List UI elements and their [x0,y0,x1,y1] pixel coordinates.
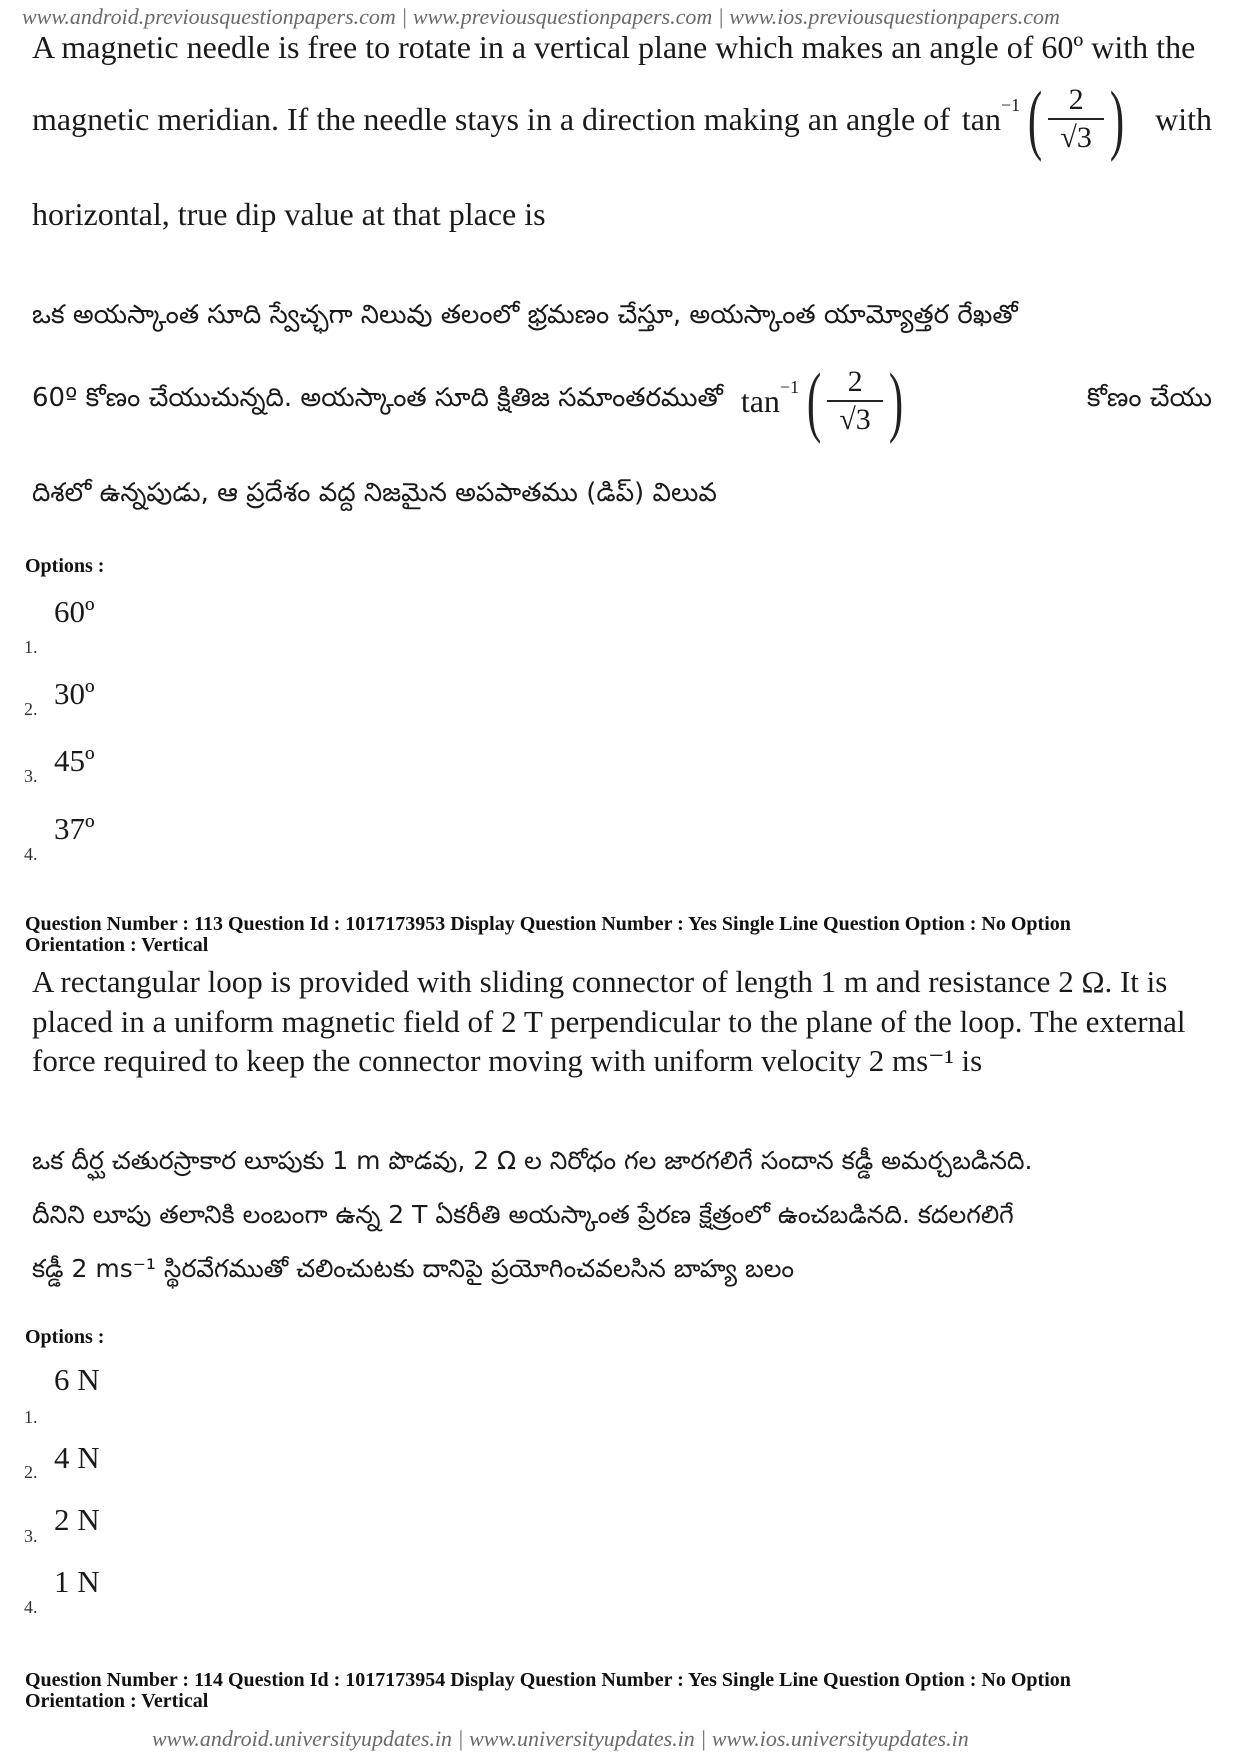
q112-english-line3: horizontal, true dip value at that place is [32,196,546,232]
q112-option-3-number: 3. [24,766,38,786]
q112-option-1-value[interactable]: 60º [54,594,95,629]
q113-option-3-value[interactable]: 2 N [54,1502,100,1537]
q113-telugu-line3: కడ్డీ 2 ms⁻¹ స్థిరవేగముతో చలించుటకు దానిపై ప్రయోగించవలసిన బాహ్య బలం [32,1254,795,1283]
q113-option-1-number: 1. [24,1407,38,1427]
q113-option-3-number: 3. [24,1526,38,1546]
q112-english-line2-text: magnetic meridian. If the needle stays in a direction making an angle of [32,101,950,137]
q113-option-2-number: 2. [24,1462,38,1482]
q114-meta-line2: Orientation : Vertical [25,1690,209,1712]
q112-option-1-number: 1. [24,637,38,657]
q112-option-4-number: 4. [24,844,38,864]
q112-english-line2-end: with [1155,101,1212,137]
q113-option-4-number: 4. [24,1597,38,1617]
left-paren: ( [1027,75,1043,162]
q113-options-label: Options : [25,1326,105,1348]
q113-option-4-value[interactable]: 1 N [54,1564,100,1599]
q113-meta-line1: Question Number : 113 Question Id : 1017173953 Display Question Number : Yes Single Line Question Option : No Option [25,913,1071,935]
q112-telugu-line2-end: కోణం చేయు [1086,383,1212,413]
header-watermark: www.android.previousquestionpapers.com | www.previousquestionpapers.com | www.ios.previousquestionpapers.com [22,4,1060,29]
q114-meta-line1: Question Number : 114 Question Id : 1017173954 Display Question Number : Yes Single Line Question Option : No Option [25,1669,1071,1691]
right-paren: ) [1109,75,1125,162]
q112-options-label: Options : [25,555,105,577]
q112-option-2-value[interactable]: 30º [54,676,95,711]
q113-english-line3: force required to keep the connector moving with uniform velocity 2 ms⁻¹ is [32,1043,983,1078]
math-fraction [827,364,883,438]
q112-english-line1: A magnetic needle is free to rotate in a vertical plane which makes an angle of 60º with the [32,29,1196,65]
fraction-denominator: √3 [1060,121,1092,154]
q113-telugu-line1: ఒక దీర్ఘ చతురస్రాకార లూపుకు 1 m పొడవు, 2 Ω ల నిరోధం గల జారగలిగే సందాన కడ్డీ అమర్చబడినది. [32,1146,1033,1175]
q112-telugu-math-expression [740,357,909,444]
q112-math-expression [961,75,1130,162]
footer-watermark: www.android.universityupdates.in | www.universityupdates.in | www.ios.universityupdates.in [152,1726,969,1751]
math-function: tan [740,382,780,419]
q112-option-4-value[interactable]: 37º [54,811,95,846]
q113-meta-line2: Orientation : Vertical [25,934,209,956]
q112-option-2-number: 2. [24,699,38,719]
math-function: tan [961,101,1001,137]
q113-option-2-value[interactable]: 4 N [54,1440,100,1475]
q112-option-3-value[interactable]: 45º [54,743,95,778]
math-fraction [1048,82,1104,156]
q112-telugu-line2-text: 60º కోణం చేయుచున్నది. అయస్కాంత సూది క్షితిజ సమాంతరముతో [32,383,723,413]
right-paren: ) [888,357,904,444]
fraction-numerator: 2 [1068,83,1084,116]
q112-english-line2 [32,75,1212,162]
q113-english-line2: placed in a uniform magnetic field of 2 T perpendicular to the plane of the loop. The external [32,1004,1186,1039]
fraction-denominator: √3 [839,403,871,436]
q113-english-line1: A rectangular loop is provided with sliding connector of length 1 m and resistance 2 Ω. It is [32,964,1168,999]
q113-option-1-value[interactable]: 6 N [54,1362,100,1397]
math-superscript: −1 [779,376,800,397]
left-paren: ( [806,357,822,444]
q112-telugu-line2 [32,357,1212,444]
fraction-numerator: 2 [847,365,863,398]
q112-telugu-line3: దిశలో ఉన్నపుడు, ఆ ప్రదేశం వద్ద నిజమైన అపపాతము (డిప్) విలువ [32,478,717,508]
math-superscript: −1 [1000,95,1021,115]
q113-telugu-line2: దీనిని లూపు తలానికి లంబంగా ఉన్న 2 T ఏకరీతి అయస్కాంత ప్రేరణ క్షేత్రంలో ఉంచబడినది. కదలగలిగే [32,1200,1014,1229]
q112-telugu-line1: ఒక అయస్కాంత సూది స్వేచ్ఛగా నిలువు తలంలో భ్రమణం చేస్తూ, అయస్కాంత యామ్యోత్తర రేఖతో [32,300,1018,330]
